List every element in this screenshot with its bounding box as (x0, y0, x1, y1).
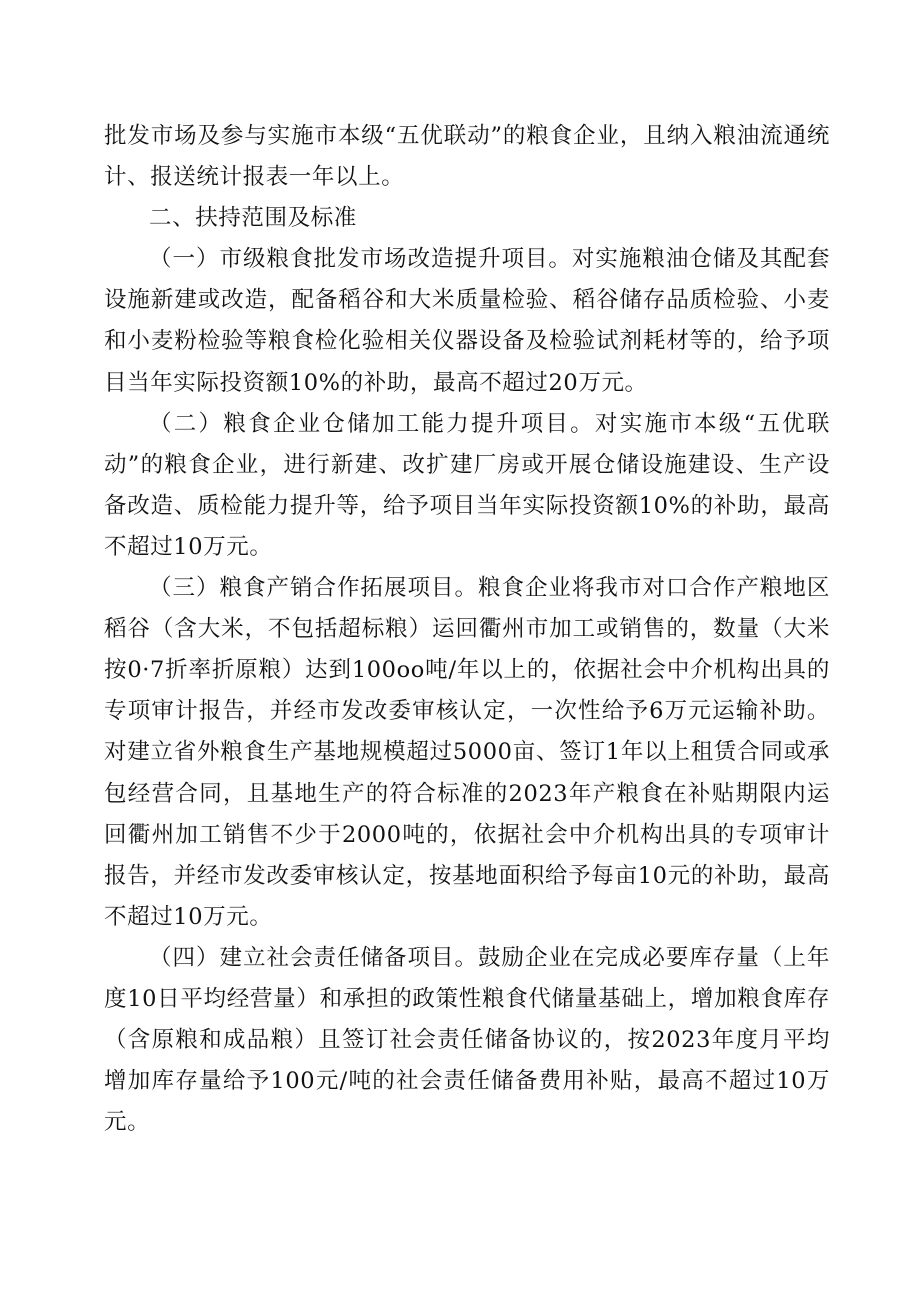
paragraph-item-3: （三）粮食产销合作拓展项目。粮食企业将我市对口合作产粮地区稻谷（含大米，不包括超标粮）运回衢州市加工或销售的，数量（大米按0·7折率折原粮）达到100oo吨/年以上的，依据社会中介机构出具的专项审计报告，并经市发改委审核认定，一次性给予6万元运输补助。对建立省外粮食生产基地规模超过5000亩、签订1年以上租赁合同或承包经营合同，且基地生产的符合标准的2023年产粮食在补贴期限内运回衢州加工销售不少于2000吨的，依据社会中介机构出具的专项审计报告，并经市发改委审核认定，按基地面积给予每亩10元的补助，最高不超过10万元。 (104, 575, 830, 930)
paragraph-item-4: （四）建立社会责任储备项目。鼓励企业在完成必要库存量（上年度10日平均经营量）和承担的政策性粮食代储量基础上，增加粮食库存（含原粮和成品粮）且签订社会责任储备协议的，按2023年度月平均增加库存量给予100元/吨的社会责任储备费用补贴，最高不超过10万元。 (104, 944, 830, 1136)
section-heading-scope-and-standards: 二、扶持范围及标准 (149, 205, 357, 232)
paragraph-item-2: （二）粮食企业仓储加工能力提升项目。对实施市本级“五优联动”的粮食企业，进行新建、改扩建厂房或开展仓储设施建设、生产设备改造、质检能力提升等，给予项目当年实际投资额10%的补助，最高不超过10万元。 (104, 410, 830, 560)
paragraph-continuation: 批发市场及参与实施市本级“五优联动”的粮食企业，且纳入粮油流通统计、报送统计报表一年以上。 (104, 123, 830, 191)
paragraph-item-1: （一）市级粮食批发市场改造提升项目。对实施粮油仓储及其配套设施新建或改造，配备稻谷和大米质量检验、稻谷储存品质检验、小麦和小麦粉检验等粮食检化验相关仪器设备及检验试剂耗材等的，给予项目当年实际投资额10%的补助，最高不超过20万元。 (104, 246, 830, 396)
document-body (104, 116, 830, 1143)
